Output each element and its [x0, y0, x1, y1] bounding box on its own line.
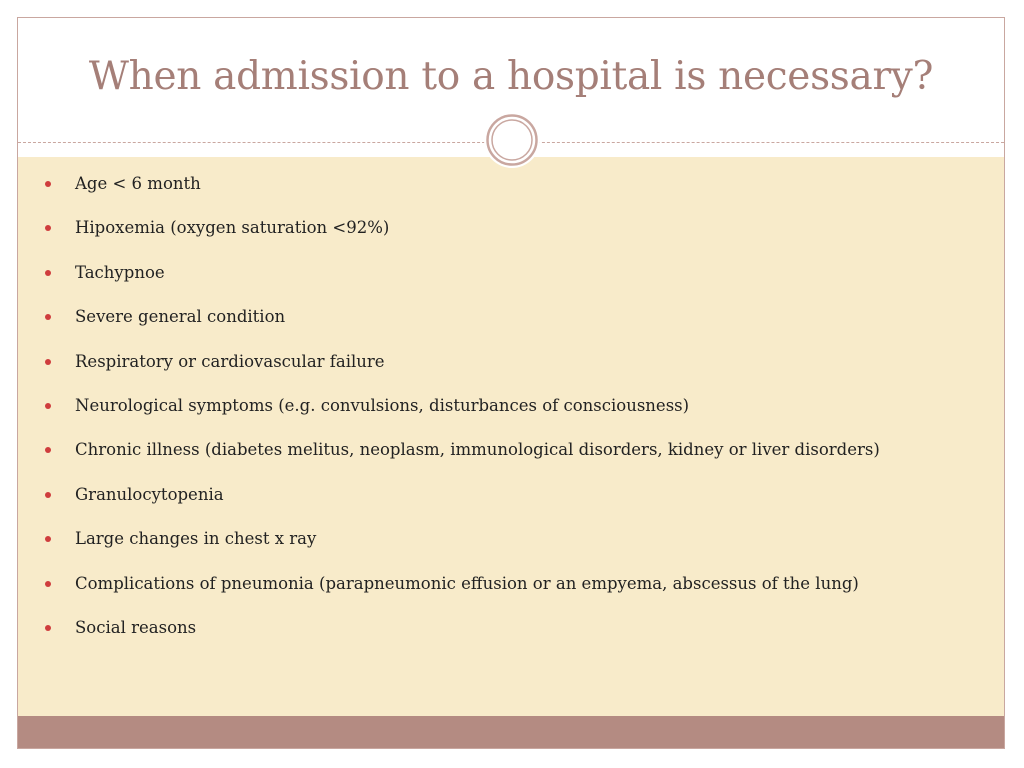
list-item [43, 348, 880, 392]
list-item-text: Severe general condition [75, 307, 286, 327]
footer-bar [18, 716, 1004, 749]
list-item [43, 214, 880, 258]
bullet-dot-icon [45, 403, 51, 409]
bullet-dot-icon [45, 181, 51, 187]
list-item-text: Chronic illness (diabetes melitus, neoplasm, immunological disorders, kidney or liver disorders) [75, 440, 880, 460]
list-item [43, 570, 880, 614]
list-item [43, 259, 880, 303]
list-item [43, 481, 880, 525]
list-item-text: Large changes in chest x ray [75, 529, 317, 549]
bullet-dot-icon [45, 536, 51, 542]
list-item-text: Respiratory or cardiovascular failure [75, 351, 385, 371]
bullet-dot-icon [45, 447, 51, 453]
list-item-text: Age < 6 month [75, 174, 201, 193]
list-item-text: Neurological symptoms (e.g. convulsions, disturbances of consciousness) [75, 395, 690, 415]
list-item [43, 392, 880, 436]
bullet-dot-icon [45, 581, 51, 587]
bullet-dot-icon [45, 492, 51, 498]
list-item-text: Tachypnoe [75, 262, 165, 282]
list-item [43, 170, 880, 214]
list-item-text: Hipoxemia (oxygen saturation <92%) [75, 218, 390, 238]
list-item-text: Complications of pneumonia (parapneumonic effusion or an empyema, abscessus of the lung) [75, 573, 859, 593]
slide [17, 17, 1005, 749]
bullet-dot-icon [45, 270, 51, 276]
bullet-dot-icon [45, 625, 51, 631]
bullet-dot-icon [45, 314, 51, 320]
slide-title: When admission to a hospital is necessary? [88, 54, 934, 99]
list-item [43, 525, 880, 569]
bullet-list [43, 170, 880, 658]
double-circle-icon [483, 111, 541, 169]
list-item [43, 614, 880, 658]
list-item [43, 436, 880, 480]
list-item [43, 303, 880, 347]
list-item-text: Social reasons [75, 617, 197, 637]
bullet-dot-icon [45, 359, 51, 365]
bullet-dot-icon [45, 225, 51, 231]
list-item-text: Granulocytopenia [75, 484, 224, 504]
